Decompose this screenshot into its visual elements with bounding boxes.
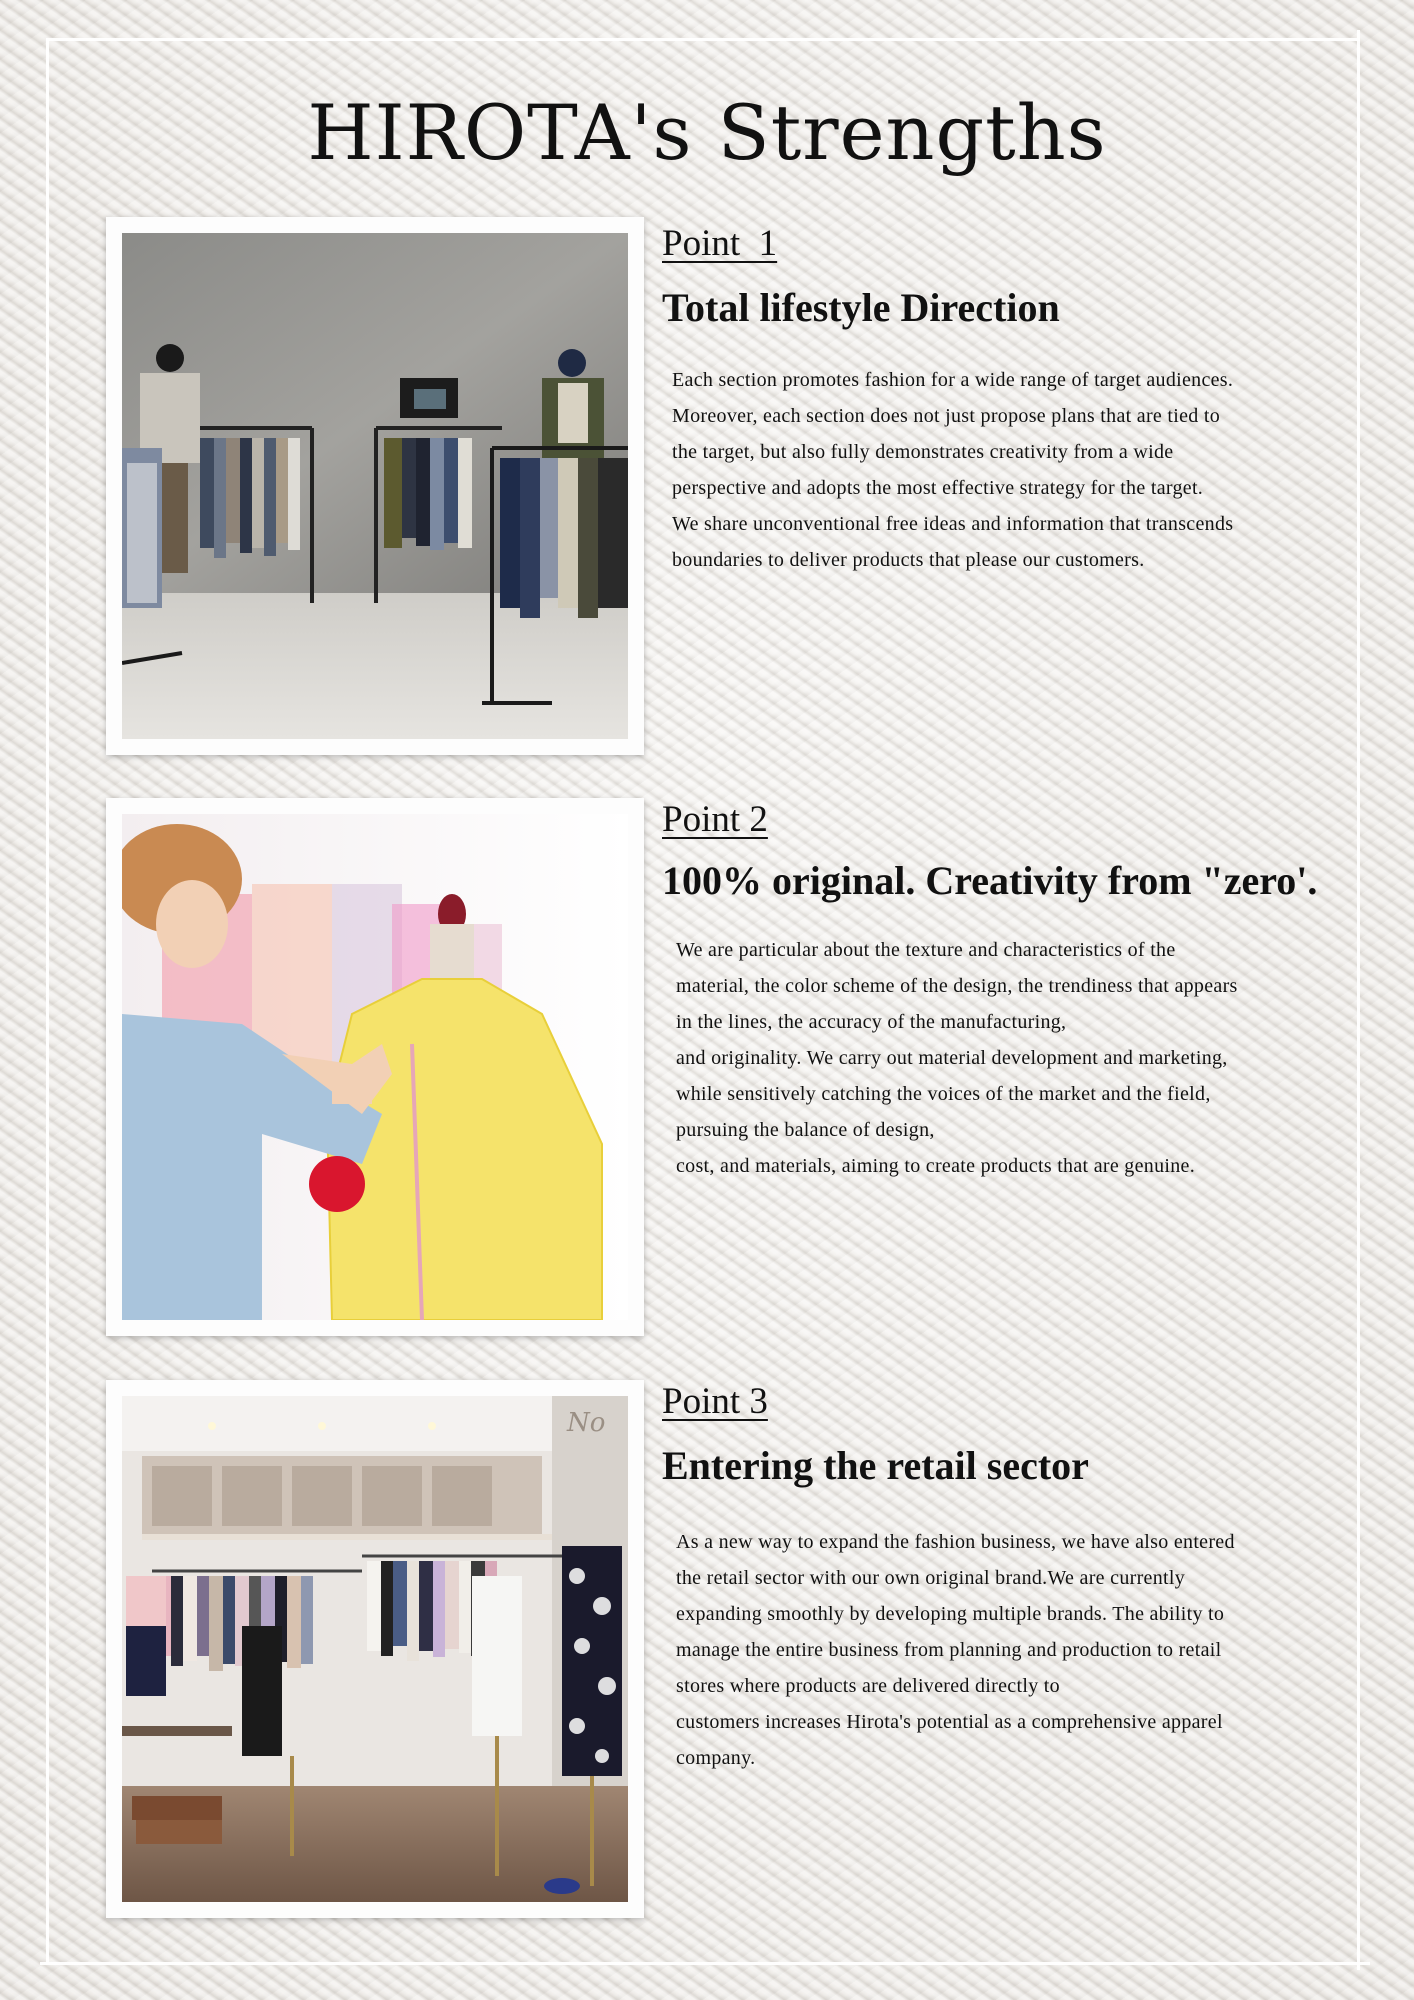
body-line: company. — [676, 1747, 756, 1769]
point-2-body — [676, 932, 1238, 1184]
body-line: stores where products are delivered directly to — [676, 1675, 1060, 1697]
body-line: Each section promotes fashion for a wide range of target audiences. — [672, 369, 1234, 391]
svg-text:No: No — [567, 1408, 606, 1438]
body-line: material, the color scheme of the design, the trendiness that appears — [676, 975, 1238, 997]
body-line: customers increases Hirota's potential as a comprehensive apparel — [676, 1711, 1223, 1733]
border-left — [46, 38, 49, 1964]
body-line: the retail sector with our own original brand.We are currently — [676, 1567, 1186, 1589]
body-line: Moreover, each section does not just propose plans that are tied to — [672, 405, 1221, 427]
border-top — [46, 38, 1360, 41]
point-3-label: Point 3 — [662, 1381, 768, 1422]
body-line: the target, but also fully demonstrates creativity from a wide — [672, 441, 1174, 463]
point-2-label: Point 2 — [662, 799, 768, 840]
point-3-heading: Entering the retail sector — [662, 1443, 1089, 1488]
photo-store-interior — [106, 217, 644, 755]
body-line: while sensitively catching the voices of the market and the field, — [676, 1083, 1211, 1105]
photo-designer — [106, 798, 644, 1336]
body-line: We share unconventional free ideas and information that transcends — [672, 513, 1234, 535]
retail-boutique-photo — [122, 1396, 628, 1902]
page-title: HIROTA's Strengths — [307, 88, 1107, 177]
body-line: cost, and materials, aiming to create products that are genuine. — [676, 1155, 1196, 1177]
point-1-body — [672, 362, 1233, 578]
body-line: pursuing the balance of design, — [676, 1119, 935, 1141]
body-line: expanding smoothly by developing multiple brands. The ability to — [676, 1603, 1225, 1625]
body-line: perspective and adopts the most effective strategy for the target. — [672, 477, 1204, 499]
designer-with-mannequin-photo — [122, 814, 628, 1320]
border-right — [1357, 30, 1360, 1970]
point-1-heading: Total lifestyle Direction — [662, 285, 1060, 330]
point-1-label: Point 1 — [662, 223, 778, 264]
body-line: in the lines, the accuracy of the manufacturing, — [676, 1011, 1067, 1033]
body-line: As a new way to expand the fashion business, we have also entered — [676, 1531, 1235, 1553]
point-3-body — [676, 1524, 1235, 1776]
body-line: and originality. We carry out material development and marketing, — [676, 1047, 1228, 1069]
body-line: manage the entire business from planning and production to retail — [676, 1639, 1222, 1661]
body-line: We are particular about the texture and characteristics of the — [676, 939, 1176, 961]
point-2-heading: 100% original. Creativity from "zero'. — [662, 858, 1318, 903]
border-bottom — [40, 1962, 1370, 1965]
photo-retail-store — [106, 1380, 644, 1918]
body-line: boundaries to deliver products that please our customers. — [672, 549, 1145, 571]
clothing-store-interior-photo — [122, 233, 628, 739]
